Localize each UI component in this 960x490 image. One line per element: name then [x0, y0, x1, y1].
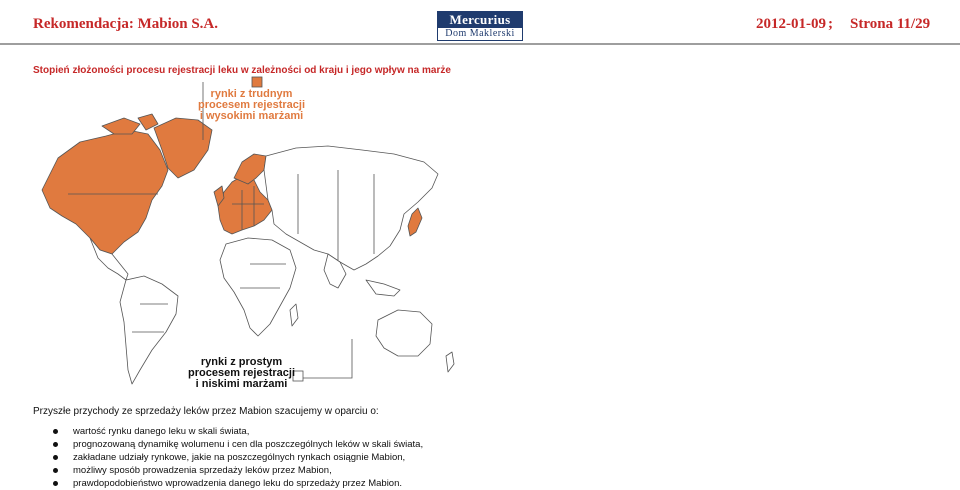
- new-zealand-shape: [446, 352, 454, 372]
- header-divider: [0, 43, 960, 45]
- bullet-icon: [53, 442, 58, 447]
- legend-hard-line-1: rynki z trudnym: [210, 88, 293, 100]
- bullet-list: [40, 425, 423, 490]
- list-item: [40, 425, 423, 438]
- intro-text: Przyszłe przychody ze sprzedaży leków przez Mabion szacujemy w oparciu o:: [33, 406, 379, 417]
- mercurius-logo: [437, 11, 523, 41]
- legend-hard-label: [198, 89, 305, 122]
- list-item: [40, 477, 423, 490]
- legend-easy-line-2: procesem rejestracji: [188, 367, 296, 379]
- section-title: Stopień złożoności procesu rejestracji leku w zależności od kraju i jego wpływ na marże: [33, 65, 451, 76]
- logo-subtitle: Dom Maklerski: [445, 28, 515, 39]
- list-item: [40, 464, 423, 477]
- bullet-icon: [53, 481, 58, 486]
- list-item-text: prognozowaną dynamikę wolumenu i cen dla poszczególnych leków w skali świata,: [73, 439, 424, 450]
- list-item: [40, 438, 423, 451]
- europe-shape: [218, 176, 272, 234]
- report-date: 2012-01-09: [756, 16, 826, 32]
- japan-shape: [408, 208, 422, 236]
- legend-easy-line-3: i niskimi marżami: [195, 378, 288, 390]
- page-header: [0, 0, 960, 44]
- southeast-asia-shape: [366, 280, 400, 296]
- logo-name: Mercurius: [438, 12, 522, 28]
- arctic-islands-shape: [102, 114, 158, 134]
- bullet-icon: [53, 468, 58, 473]
- list-item-text: prawdopodobieństwo wprowadzenia danego leku do sprzedaży przez Mabion.: [73, 478, 403, 489]
- list-item-text: możliwy sposób prowadzenia sprzedaży leków przez Mabion,: [73, 465, 332, 476]
- report-title: Rekomendacja: Mabion S.A.: [33, 16, 219, 32]
- scandinavia-shape: [234, 154, 266, 184]
- legend-easy-label: [188, 357, 295, 390]
- bullet-icon: [53, 429, 58, 434]
- africa-shape: [220, 238, 296, 336]
- legend-hard-line-2: procesem rejestracji: [198, 99, 306, 111]
- australia-shape: [376, 310, 432, 356]
- bullet-icon: [53, 455, 58, 460]
- page-number: Strona 11/29: [850, 16, 931, 32]
- legend-easy-connector: [296, 339, 352, 378]
- list-item-text: zakładane udziały rynkowe, jakie na poszczególnych rynkach osiągnie Mabion,: [73, 452, 406, 463]
- list-item: [40, 451, 423, 464]
- header-separator: ;: [828, 16, 833, 32]
- list-item-text: wartość rynku danego leku w skali świata,: [73, 426, 250, 437]
- legend-hard-line-3: i wysokimi marżami: [199, 110, 304, 122]
- north-america-shape: [42, 130, 168, 254]
- madagascar-shape: [290, 304, 298, 326]
- south-america-shape: [120, 276, 178, 384]
- legend-hard-swatch: [252, 77, 262, 87]
- legend-easy-line-1: rynki z prostym: [200, 356, 283, 368]
